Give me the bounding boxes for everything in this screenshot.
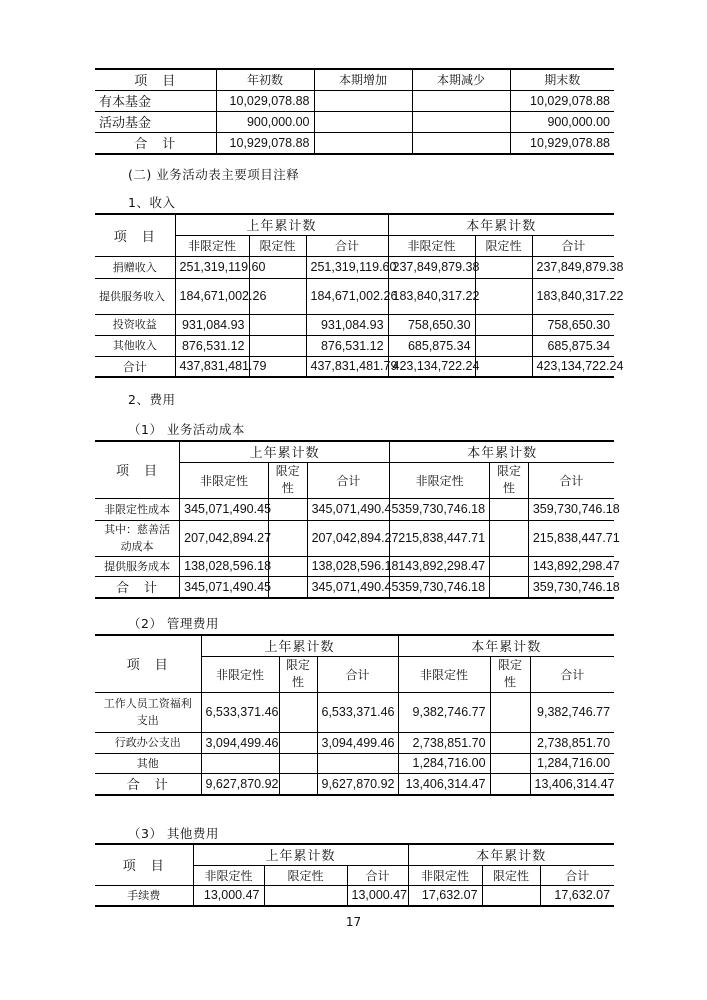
- table-row: [95, 256, 614, 278]
- cell: [490, 753, 530, 773]
- table-row: [95, 111, 614, 132]
- table-row: [95, 356, 614, 377]
- col-header: 合计: [347, 865, 408, 885]
- admin-cost-title: （2） 管理费用: [128, 616, 219, 631]
- page-number: 17: [345, 915, 362, 929]
- cell: [201, 753, 279, 773]
- col-header: 限定性: [482, 865, 540, 885]
- fund-table: [95, 68, 614, 155]
- row-label: 其中：慈善活动成本: [104, 523, 171, 553]
- cell: [279, 692, 317, 732]
- row-label: 其他收入: [112, 339, 157, 352]
- col-header: 合计: [532, 235, 614, 256]
- col-header: 非限定性: [390, 462, 490, 498]
- cell: 13,000.47: [347, 885, 408, 906]
- row-label: 合 计: [126, 778, 169, 794]
- cell: 345,071,490.45: [307, 576, 390, 598]
- cell: [268, 520, 307, 556]
- cell: 138,028,596.18: [307, 556, 390, 576]
- col-header: 非限定性: [201, 656, 279, 692]
- cell: 10,029,078.88: [510, 90, 614, 111]
- business-item-header: 项 目: [116, 464, 159, 480]
- expense-title: 2、费用: [128, 392, 176, 407]
- cell: 423,134,722.24: [388, 356, 475, 377]
- col-header: 限定性: [279, 656, 317, 692]
- col-header: 非限定性: [398, 656, 490, 692]
- col-header: 合计: [317, 656, 398, 692]
- cell: 359,730,746.18: [528, 576, 614, 598]
- cell: 13,406,314.47: [398, 773, 490, 795]
- cell: 345,071,490.45: [180, 498, 269, 520]
- cell: 3,094,499.46: [201, 732, 279, 753]
- table-row: [95, 132, 614, 154]
- cell: 359,730,746.18: [390, 498, 490, 520]
- row-label: 合 计: [116, 581, 159, 597]
- cell: 138,028,596.18: [180, 556, 269, 576]
- cell: 359,730,746.18: [390, 576, 490, 598]
- table-row: [95, 90, 614, 111]
- table-row: [95, 753, 614, 773]
- row-label: 投资收益: [112, 318, 157, 331]
- cell: [317, 753, 398, 773]
- table-row: [95, 314, 614, 335]
- row-label: 行政办公支出: [114, 736, 181, 749]
- cell: 17,632.07: [540, 885, 614, 906]
- cell: 931,084.93: [175, 314, 249, 335]
- fund-header-decrease: 本期减少: [412, 69, 510, 90]
- admin-group-prev: 上年累计数: [201, 635, 398, 656]
- cell: [490, 692, 530, 732]
- cell: 10,029,078.88: [216, 90, 314, 111]
- cell: [268, 556, 307, 576]
- other-item-header: 项 目: [122, 859, 165, 875]
- cell: [279, 732, 317, 753]
- cell: 758,650.30: [532, 314, 614, 335]
- cell: 183,840,317.22: [532, 278, 614, 314]
- cell: 345,071,490.45: [307, 498, 390, 520]
- cell: [475, 356, 532, 377]
- fund-header-begin: 年初数: [216, 69, 314, 90]
- cell: [412, 90, 510, 111]
- row-label: 手续费: [127, 888, 161, 902]
- col-header: 限定性: [475, 235, 532, 256]
- row-label: 提供服务收入: [99, 289, 165, 303]
- cell: [490, 576, 529, 598]
- cell: [249, 314, 306, 335]
- col-header: 合计: [307, 462, 390, 498]
- table-row: [95, 576, 614, 598]
- cell: 2,738,851.70: [398, 732, 490, 753]
- col-header: 非限定性: [175, 235, 249, 256]
- cell: 1,284,716.00: [530, 753, 614, 773]
- table-row: [95, 732, 614, 753]
- cell: [412, 111, 510, 132]
- section-2-title: (二) 业务活动表主要项目注释: [128, 167, 300, 182]
- cell: 13,406,314.47: [530, 773, 614, 795]
- fund-header-end: 期末数: [510, 69, 614, 90]
- other-cost-table: [95, 843, 614, 907]
- cell: [279, 773, 317, 795]
- cell: [490, 773, 530, 795]
- col-header: 非限定性: [180, 462, 269, 498]
- cell: 2,738,851.70: [530, 732, 614, 753]
- business-group-prev: 上年累计数: [180, 441, 390, 462]
- other-cost-title: （3） 其他费用: [128, 826, 219, 841]
- cell: [268, 576, 307, 598]
- row-label: 工作人员工资福利支出: [103, 697, 192, 727]
- table-row: [95, 278, 614, 314]
- cell: 207,042,894.27: [180, 520, 269, 556]
- cell: 437,831,481.79: [306, 356, 388, 377]
- cell: 215,838,447.71: [390, 520, 490, 556]
- cell: 345,071,490.45: [180, 576, 269, 598]
- table-row: [95, 773, 614, 795]
- cell: [490, 732, 530, 753]
- income-table: [95, 213, 624, 378]
- cell: [268, 498, 307, 520]
- cell: 13,000.47: [193, 885, 264, 906]
- cell: [475, 256, 532, 278]
- admin-cost-table: [95, 634, 614, 796]
- cell: [314, 90, 412, 111]
- cell: 207,042,894.27: [307, 520, 390, 556]
- cell: 17,632.07: [408, 885, 482, 906]
- table-row: [95, 498, 614, 520]
- cell: 10,929,078.88: [216, 132, 314, 154]
- col-header: 限定性: [249, 235, 306, 256]
- cell: 437,831,481.79: [175, 356, 249, 377]
- row-label: 活动基金: [99, 116, 152, 131]
- cell: [249, 335, 306, 356]
- col-header: 合计: [540, 865, 614, 885]
- cell: 237,849,879.38: [532, 256, 614, 278]
- table-row: [95, 692, 614, 732]
- cell: 685,875.34: [388, 335, 475, 356]
- fund-header-item: 项 目: [134, 74, 177, 90]
- cell: 3,094,499.46: [317, 732, 398, 753]
- fund-header-increase: 本期增加: [314, 69, 412, 90]
- table-row: [95, 885, 614, 906]
- col-header: 非限定性: [408, 865, 482, 885]
- cell: 876,531.12: [175, 335, 249, 356]
- cell: [482, 885, 540, 906]
- other-group-curr: 本年累计数: [408, 844, 614, 865]
- cell: 1,284,716.00: [398, 753, 490, 773]
- cell: 9,627,870.92: [201, 773, 279, 795]
- row-label: 合 计: [134, 137, 177, 153]
- cell: [490, 520, 529, 556]
- cell: 237,849,879.38: [388, 256, 475, 278]
- income-group-curr: 本年累计数: [388, 214, 614, 235]
- cell: 685,875.34: [532, 335, 614, 356]
- cell: 184,671,002.26: [306, 278, 388, 314]
- cell: 215,838,447.71: [528, 520, 614, 556]
- cell: 143,892,298.47: [390, 556, 490, 576]
- other-group-prev: 上年累计数: [193, 844, 408, 865]
- cell: [314, 111, 412, 132]
- cell: 9,382,746.77: [530, 692, 614, 732]
- cell: 900,000.00: [216, 111, 314, 132]
- income-item-header: 项 目: [113, 229, 156, 245]
- business-cost-title: （1） 业务活动成本: [128, 422, 245, 437]
- cell: [475, 314, 532, 335]
- col-header: 非限定性: [193, 865, 264, 885]
- row-label: 有本基金: [99, 95, 152, 110]
- cell: 184,671,002.26: [175, 278, 249, 314]
- col-header: 合计: [306, 235, 388, 256]
- cell: [475, 335, 532, 356]
- cell: [475, 278, 532, 314]
- cell: 758,650.30: [388, 314, 475, 335]
- cell: 9,627,870.92: [317, 773, 398, 795]
- col-header: 合计: [528, 462, 614, 498]
- col-header: 限定性: [264, 865, 347, 885]
- row-label: 合计: [122, 359, 147, 374]
- cell: 9,382,746.77: [398, 692, 490, 732]
- row-label: 其他: [136, 756, 159, 770]
- col-header: 限定性: [268, 462, 307, 498]
- cell: 876,531.12: [306, 335, 388, 356]
- table-row: [95, 556, 614, 576]
- business-cost-table: [95, 440, 620, 599]
- row-label: 提供服务成本: [104, 559, 171, 573]
- admin-group-curr: 本年累计数: [398, 635, 614, 656]
- cell: 10,929,078.88: [510, 132, 614, 154]
- cell: 359,730,746.18: [528, 498, 614, 520]
- cell: 6,533,371.46: [317, 692, 398, 732]
- business-group-curr: 本年累计数: [390, 441, 614, 462]
- cell: 900,000.00: [510, 111, 614, 132]
- row-label: 非限定性成本: [104, 502, 171, 516]
- table-row: [95, 520, 614, 556]
- col-header: 限定性: [490, 462, 529, 498]
- table-row: [95, 335, 614, 356]
- cell: 423,134,722.24: [532, 356, 614, 377]
- income-group-prev: 上年累计数: [175, 214, 388, 235]
- cell: 251,319,119.60: [175, 256, 249, 278]
- cell: 183,840,317.22: [388, 278, 475, 314]
- col-header: 限定性: [490, 656, 530, 692]
- cell: 251,319,119.60: [306, 256, 388, 278]
- cell: 6,533,371.46: [201, 692, 279, 732]
- income-title: 1、收入: [128, 195, 176, 210]
- cell: [279, 753, 317, 773]
- admin-item-header: 项 目: [126, 658, 169, 674]
- cell: [412, 132, 510, 154]
- col-header: 合计: [530, 656, 614, 692]
- cell: [264, 885, 347, 906]
- cell: [314, 132, 412, 154]
- cell: [490, 556, 529, 576]
- cell: 143,892,298.47: [528, 556, 614, 576]
- cell: 931,084.93: [306, 314, 388, 335]
- row-label: 捐赠收入: [112, 260, 157, 274]
- col-header: 非限定性: [388, 235, 475, 256]
- cell: [490, 498, 529, 520]
